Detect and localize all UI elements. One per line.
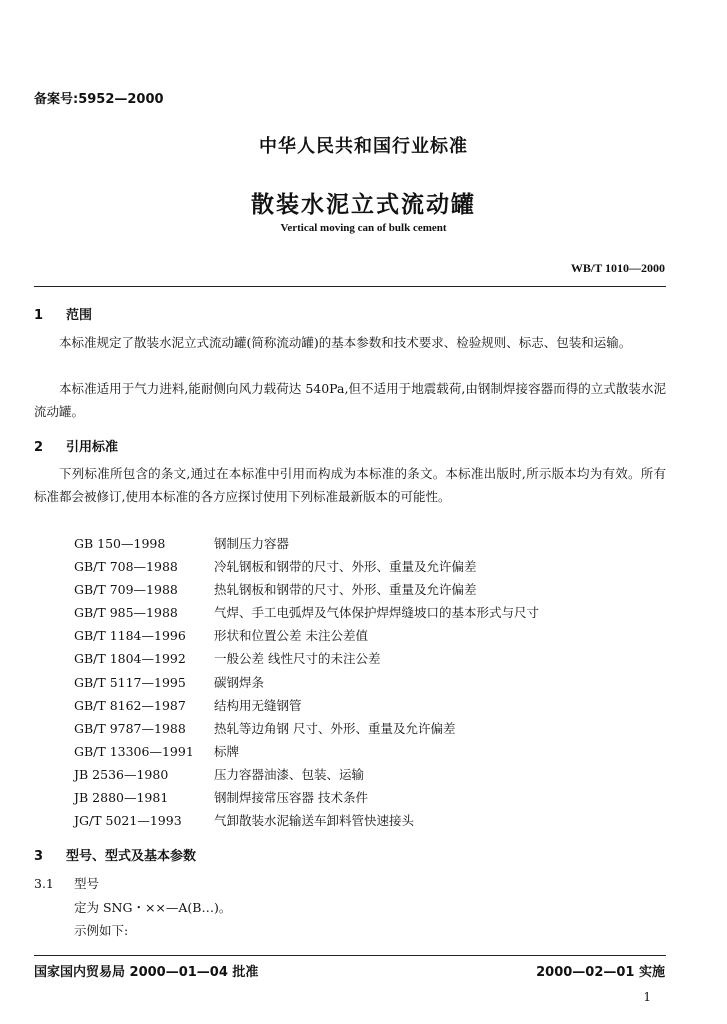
reference-title: 标牌 [214, 743, 240, 759]
section-title: 引用标准 [66, 440, 119, 455]
list-item [74, 694, 539, 717]
approval-line: 国家国内贸易局 2000—01—04 批准 [34, 965, 259, 980]
reference-code: GB 150—1998 [74, 536, 166, 551]
list-item [74, 763, 539, 786]
section-1-heading [34, 304, 92, 323]
list-item [74, 647, 539, 670]
reference-code: GB/T 13306—1991 [74, 743, 194, 759]
reference-code: GB/T 1184—1996 [74, 628, 186, 644]
header-divider [34, 286, 666, 287]
list-item [74, 740, 539, 763]
reference-code: GB/T 8162—1987 [74, 697, 186, 713]
reference-title: 热轧等边角钢 尺寸、外形、重量及允许偏差 [214, 720, 456, 736]
reference-code: GB/T 708—1988 [74, 559, 178, 575]
reference-code: JB 2536—1980 [74, 766, 169, 782]
list-item [74, 671, 539, 694]
section-number: 2 [34, 440, 44, 455]
reference-code: GB/T 709—1988 [74, 582, 178, 598]
scope-paragraph-1: 本标准规定了散装水泥立式流动罐(简称流动罐)的基本参数和技术要求、检验规则、标志、包装和运输。 [59, 335, 632, 350]
section-title: 范围 [66, 308, 93, 323]
list-item [74, 532, 539, 555]
record-number: 备案号:5952—2000 [34, 92, 164, 107]
reference-title: 形状和位置公差 未注公差值 [214, 628, 368, 644]
list-item [74, 578, 539, 601]
list-item [74, 717, 539, 740]
reference-title: 冷轧钢板和钢带的尺寸、外形、重量及允许偏差 [214, 559, 477, 575]
references-paragraph: 下列标准所包含的条文,通过在本标准中引用而构成为本标准的条文。本标准出版时,所示版本均为有效。所有标准都会被修订,使用本标准的各方应探讨使用下列标准最新版本的可能性。 [34, 466, 666, 504]
model-definition: 定为 SNG・××—A(B…)。 [74, 900, 232, 915]
reference-title: 碳钢焊条 [214, 674, 265, 690]
reference-code: GB/T 9787—1988 [74, 720, 186, 736]
reference-code: JB 2880—1981 [74, 790, 169, 806]
subsection-3-1-heading [34, 874, 99, 892]
list-item [74, 601, 539, 624]
footer-divider [34, 955, 666, 956]
list-item [74, 809, 539, 832]
effective-date: 2000—02—01 实施 [536, 965, 665, 980]
section-number: 1 [34, 308, 44, 323]
section-3-heading [34, 845, 196, 864]
reference-title: 压力容器油漆、包装、运输 [214, 766, 365, 782]
standard-code: WB/T 1010—2000 [570, 261, 665, 275]
reference-title: 热轧钢板和钢带的尺寸、外形、重量及允许偏差 [214, 582, 477, 598]
list-item [74, 624, 539, 647]
list-item [74, 555, 539, 578]
reference-code: JG/T 5021—1993 [74, 813, 182, 829]
section-title: 型号、型式及基本参数 [66, 849, 197, 864]
section-number: 3 [34, 849, 44, 864]
section-2-heading [34, 436, 118, 455]
reference-title: 钢制压力容器 [214, 536, 290, 551]
reference-title: 一般公差 线性尺寸的未注公差 [214, 651, 381, 667]
reference-title: 钢制焊接常压容器 技术条件 [214, 790, 368, 806]
page-number: 1 [643, 990, 651, 1004]
subsection-number: 3.1 [34, 876, 54, 891]
document-title: 散装水泥立式流动罐 [251, 192, 476, 218]
reference-code: GB/T 985—1988 [74, 605, 178, 621]
example-intro: 示例如下: [74, 923, 129, 938]
reference-title: 气焊、手工电弧焊及气体保护焊焊缝坡口的基本形式与尺寸 [214, 605, 540, 621]
reference-title: 气卸散装水泥输送车卸料管快速接头 [214, 813, 415, 829]
list-item [74, 786, 539, 809]
reference-code: GB/T 1804—1992 [74, 651, 186, 667]
reference-code: GB/T 5117—1995 [74, 674, 186, 690]
issuing-organization: 中华人民共和国行业标准 [259, 136, 468, 157]
document-title-english: Vertical moving can of bulk cement [280, 222, 447, 234]
scope-paragraph-2: 本标准适用于气力进料,能耐侧向风力载荷达 540Pa,但不适用于地震载荷,由钢制焊接容器而得的立式散装水泥流动罐。 [34, 381, 666, 419]
reference-title: 结构用无缝钢管 [214, 697, 302, 713]
subsection-title: 型号 [74, 876, 100, 891]
reference-list [74, 532, 539, 832]
